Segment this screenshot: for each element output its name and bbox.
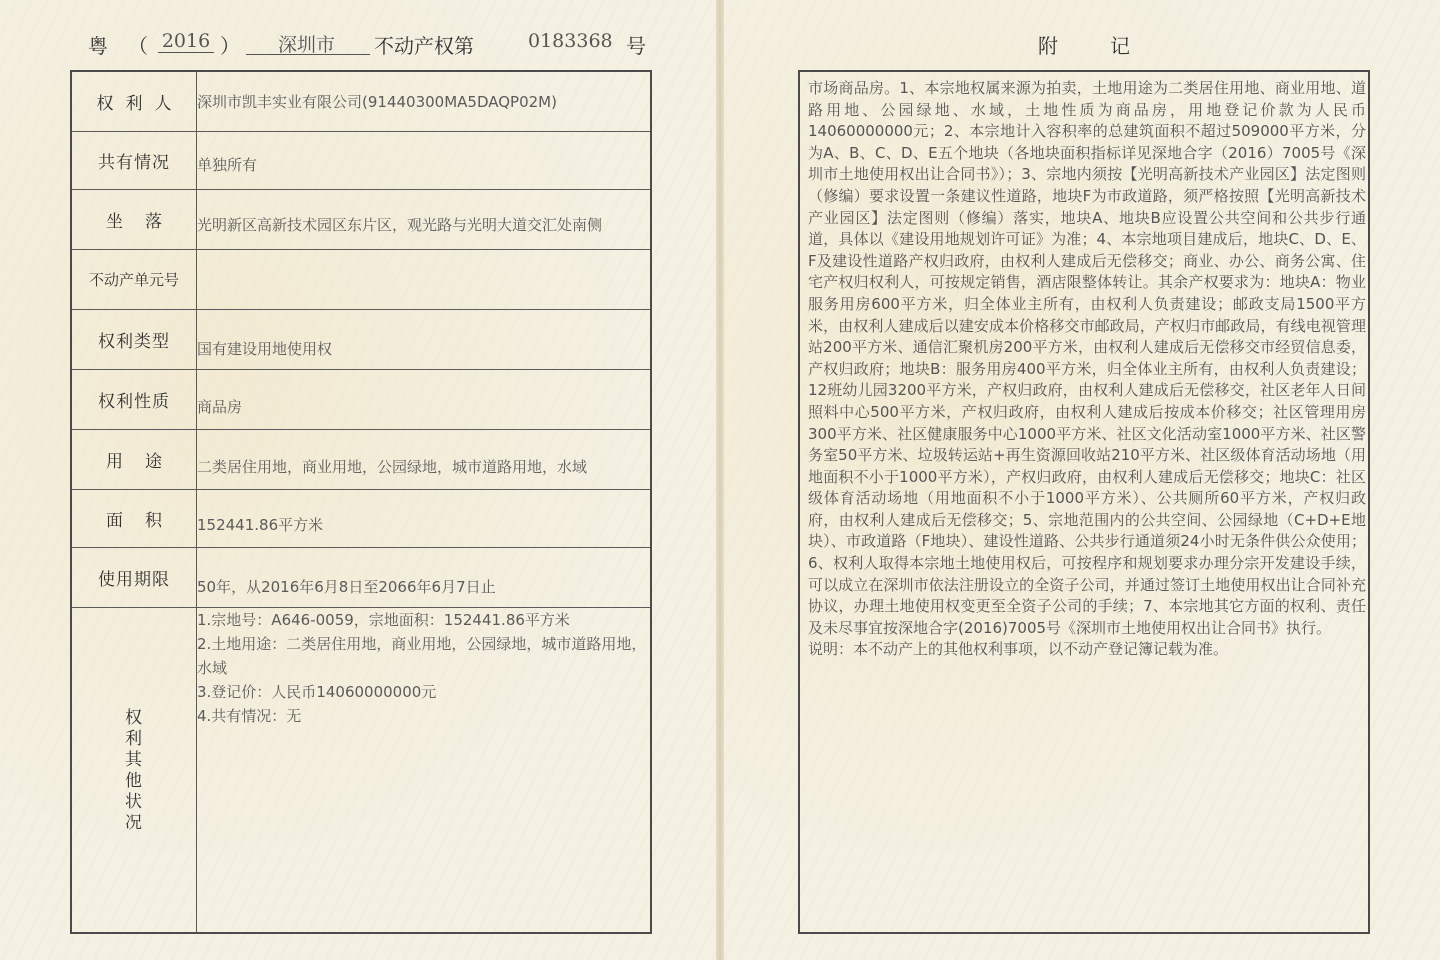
other-status-line: 3.登记价：人民币14060000000元 (197, 682, 437, 701)
table-row (71, 607, 651, 933)
table-row (71, 369, 651, 429)
page-fold (716, 0, 724, 960)
header-province: 粤 (88, 34, 108, 58)
value-term: 50年，从2016年6月8日至2066年6月7日止 (197, 547, 652, 607)
label-other-status (71, 607, 197, 933)
table-row (71, 309, 651, 369)
value-right-type: 国有建设用地使用权 (197, 309, 652, 369)
appendix-title: 附记 (1038, 34, 1182, 58)
other-status-line: 2.土地用途：二类居住用地，商业用地，公园绿地，城市道路用地，水域 (197, 634, 647, 677)
table-row (71, 249, 651, 309)
header-cert-label: 不动产权第 (374, 34, 474, 58)
label-usage: 用途 (71, 429, 197, 489)
appendix-paragraph: 市场商品房。1、本宗地权属来源为拍卖，土地用途为二类居住用地、商业用地、道路用地、公园绿地、水域，土地性质为商品房，用地登记价款为人民币14060000000元；2、本宗地计入容积率的总建筑面积不超过509000平方米，分为A、B、C、D、E五个地块（各地块面积指标详见深地合字（2016）7005号《深圳市土地使用权出让合同书》）；3、宗地内须按【光明高新技术产业园区】法定图则（修编）要求设置一条建议性道路，地块F为市政道路，须严格按照【光明高新技术产业园区】法定图则（修编）落实，地块A、地块B应设置公共空间和公共步行通道，具体以《建设用地规划许可证》为准；4、本宗地项目建成后，地块C、D、E、F及建设性道路产权归政府，由权利人建成后无偿移交；商业、办公、商务公寓、住宅产权归权利人，可按规定销售，酒店限整体转让。其余产权要求为：地块A：物业服务用房600平方米，归全体业主所有，由权利人负责建设；邮政支局1500平方米，由权利人建成后以建安成本价格移交市邮政局，产权归市邮政局，有线电视管理站200平方米、通信汇聚机房200平方米，由权利人建成后无偿移交市经贸信息委，产权归政府；地块B：服务用房400平方米，归全体业主所有，由权利人负责建设；12班幼儿园3200平方米，产权归政府，由权利人建成后无偿移交，社区老年人日间照料中心500平方米，产权归政府，由权利人建成后按成本价移交；社区管理用房300平方米、社区健康服务中心1000平方米、社区文化活动室1000平方米、社区警务室50平方米、垃圾转运站+再生资源回收站210平方米、社区级体育活动场地（用地面积不小于1000平方米），产权归政府，由权利人建成后无偿移交；地块C：社区级体育活动场地（用地面积不小于1000平方米）、公共厕所60平方米，产权归政府，由权利人建成后无偿移交；5、宗地范围内的公共空间、公园绿地（C+D+E地块）、市政道路（F地块）、建设性道路、公共步行通道须24小时无条件供公众使用；6、权利人取得本宗地土地使用权后，可按程序和规划要求办理分宗开发建设手续，可以成立在深圳市依法注册设立的全资子公司，并通过签订土地使用权出让合同补充协议，办理土地使用权变更至全资子公司的手续；7、本宗地其它方面的权利、责任及未尽事宜按深地合字(2016)7005号《深圳市土地使用权出让合同书》执行。 (808, 79, 1366, 637)
table-row (71, 71, 651, 131)
other-status-line: 4.共有情况：无 (197, 706, 302, 725)
header-close-paren: ） (220, 34, 240, 58)
label-right-nature: 权利性质 (71, 369, 197, 429)
table-row (71, 429, 651, 489)
rights-table (70, 70, 652, 934)
label-co-ownership: 共有情况 (71, 131, 197, 189)
value-area: 152441.86平方米 (197, 489, 652, 547)
value-usage: 二类居住用地，商业用地，公园绿地，城市道路用地，水域 (197, 429, 652, 489)
header-year: 2016 (158, 30, 214, 53)
appendix-note: 说明：本不动产上的其他权利事项，以不动产登记簿记载为准。 (808, 640, 1229, 659)
header-cert-number: 0183368 (528, 30, 613, 52)
label-right-type: 权利类型 (71, 309, 197, 369)
appendix-text (808, 78, 1366, 661)
other-status-line: 1.宗地号：A646-0059，宗地面积：152441.86平方米 (197, 610, 570, 629)
value-location: 光明新区高新技术园区东片区，观光路与光明大道交汇处南侧 (197, 189, 652, 249)
value-unit-number (197, 249, 652, 309)
table-row (71, 547, 651, 607)
label-unit-number: 不动产单元号 (71, 249, 197, 309)
table-row (71, 131, 651, 189)
value-other-status (197, 607, 652, 933)
value-right-nature: 商品房 (197, 369, 652, 429)
value-co-ownership: 单独所有 (197, 131, 652, 189)
label-area: 面积 (71, 489, 197, 547)
header-suffix: 号 (626, 34, 646, 58)
header-city: 深圳市 (278, 34, 336, 56)
label-location: 坐落 (71, 189, 197, 249)
label-owner: 权利人 (71, 71, 197, 131)
label-other-status-text: 权利其他状况 (125, 707, 143, 833)
header-open-paren: （ (128, 34, 148, 58)
table-row (71, 489, 651, 547)
label-term: 使用期限 (71, 547, 197, 607)
certificate-header (70, 26, 670, 62)
table-row (71, 189, 651, 249)
value-owner: 深圳市凯丰实业有限公司(91440300MA5DAQP02M) (197, 71, 652, 131)
